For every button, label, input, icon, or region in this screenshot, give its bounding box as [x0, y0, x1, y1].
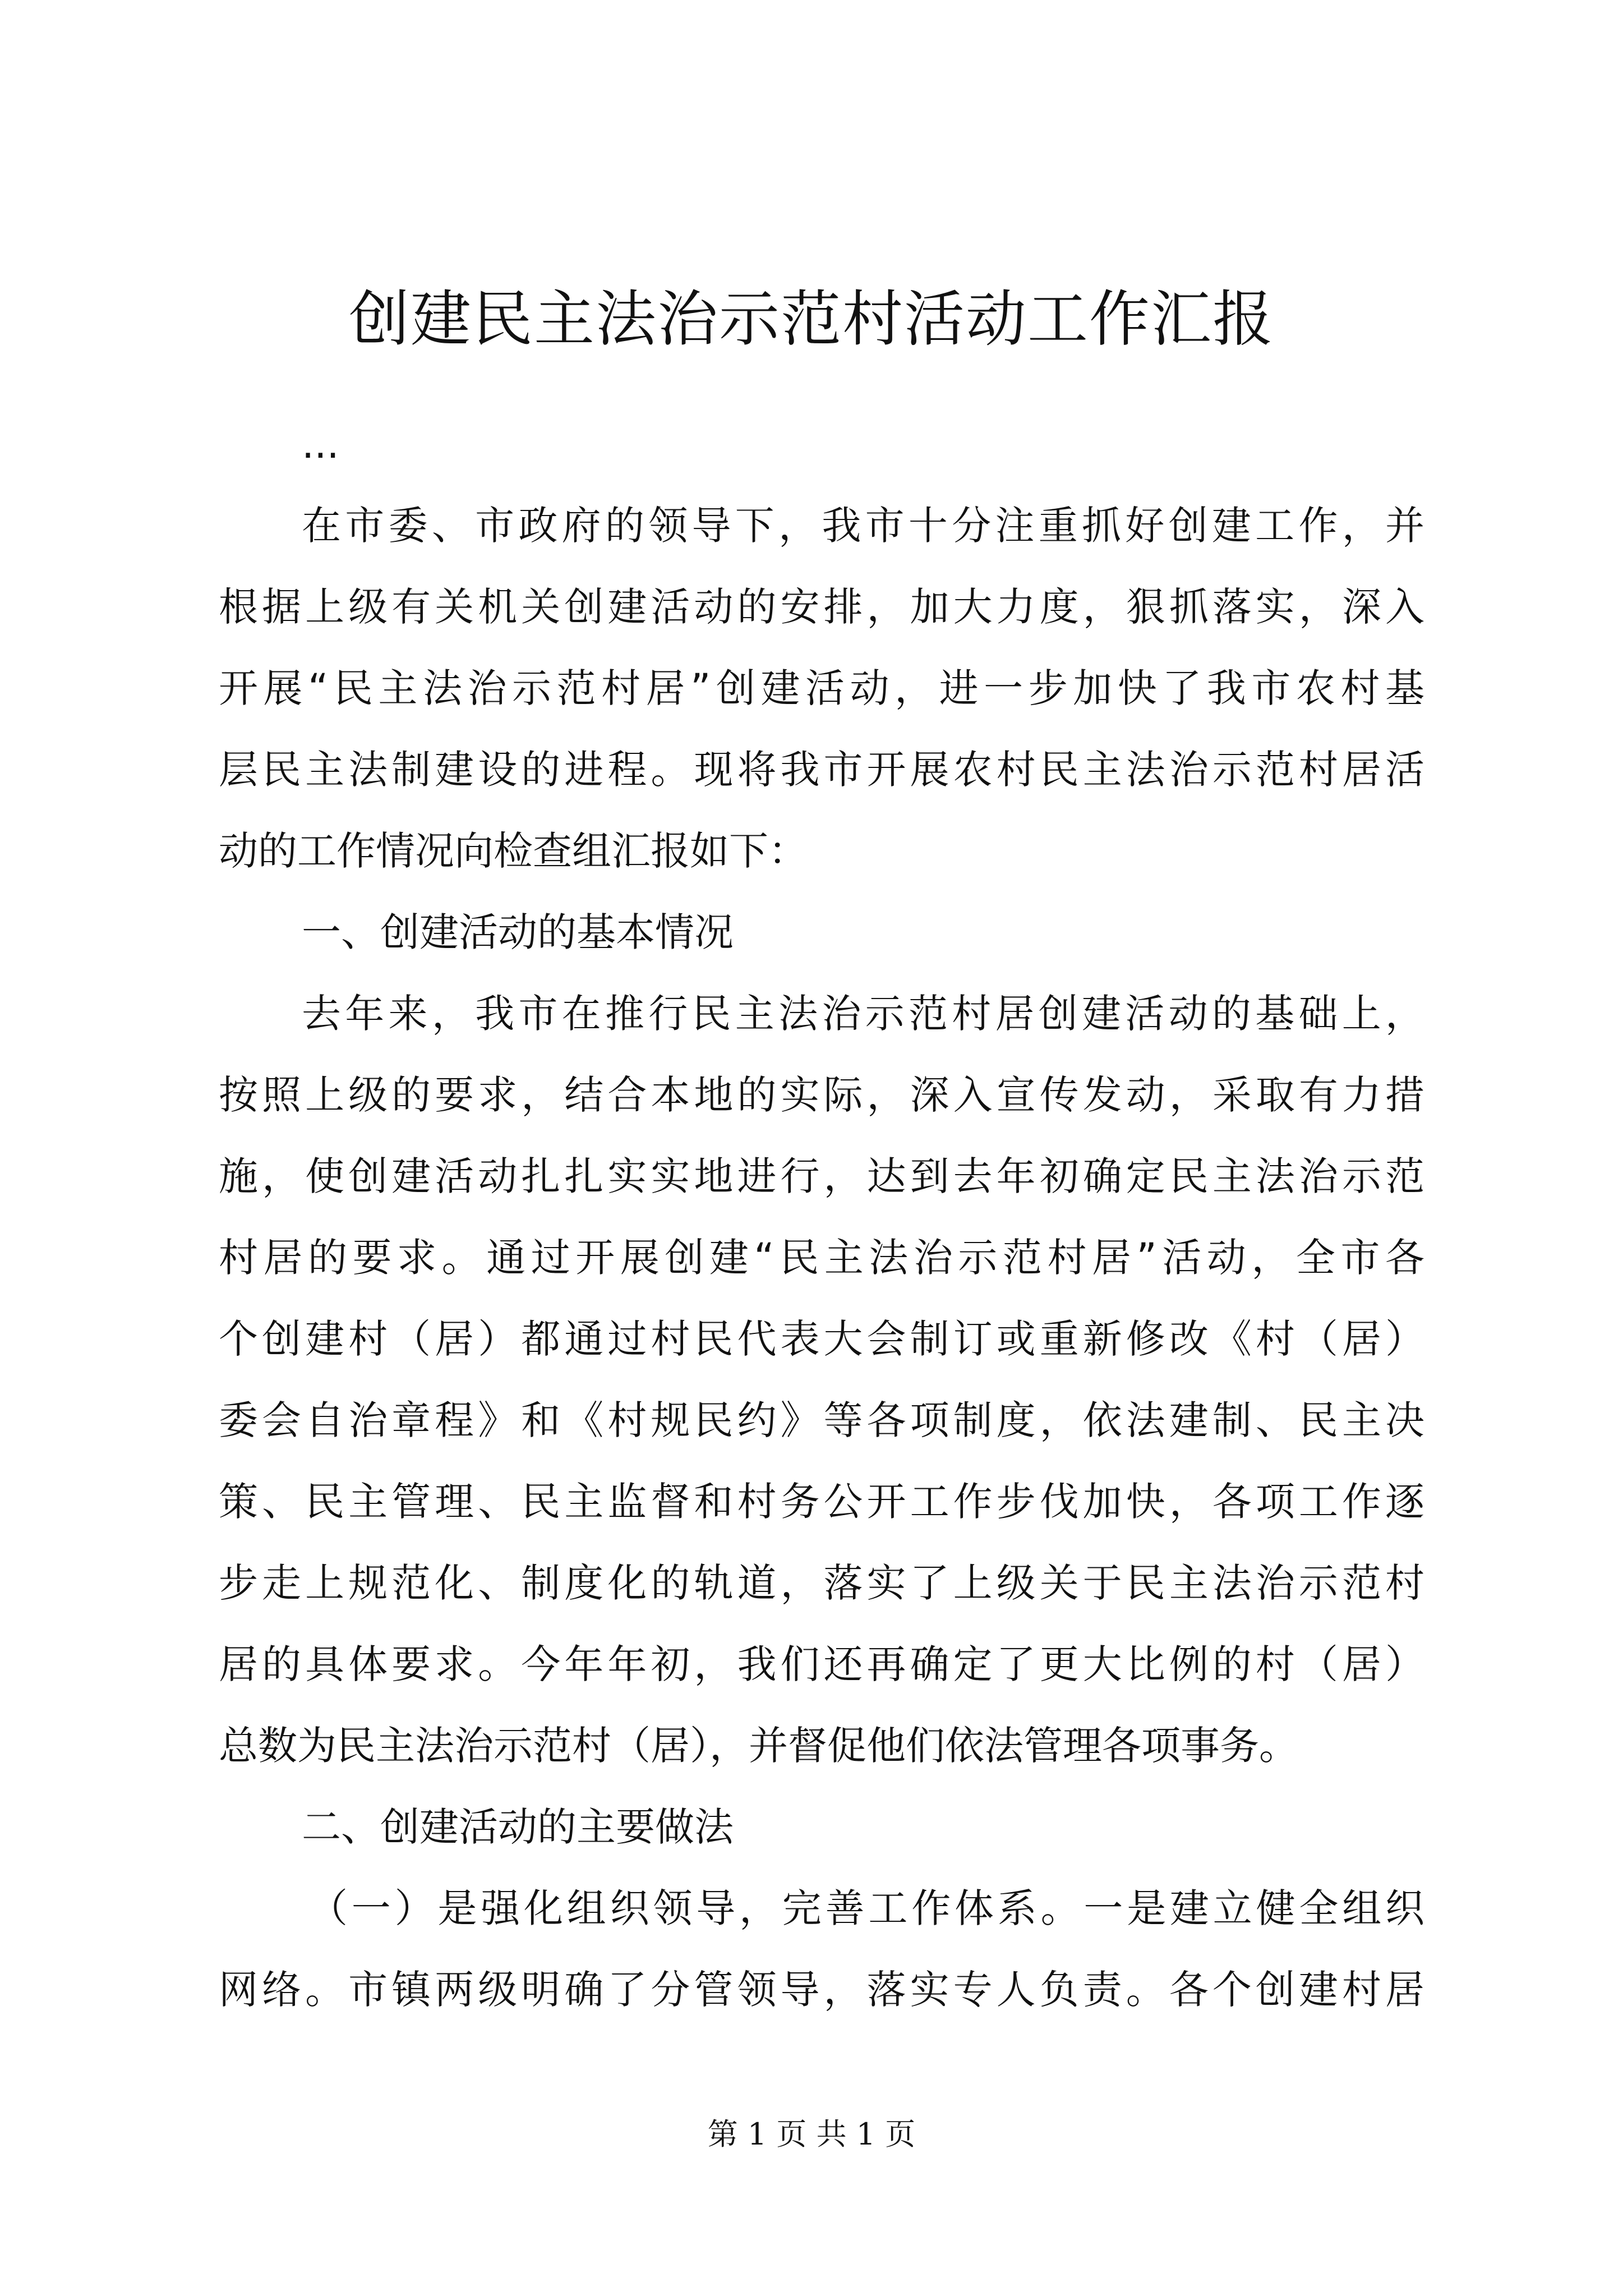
paragraph-line: 在市委、市政府的领导下，我市十分注重抓好创建工作，并 — [302, 503, 1424, 549]
document-body — [219, 404, 1424, 2031]
paragraph-line: 委会自治章程》和《村规民约》等各项制度，依法建制、民主决 — [219, 1397, 1424, 1443]
paragraph-line: 施，使创建活动扎扎实实地进行，达到去年初确定民主法治示范 — [219, 1153, 1424, 1199]
paragraph-line: 个创建村（居）都通过村民代表大会制订或重新修改《村（居） — [219, 1316, 1424, 1362]
section-heading-main-practices: 二、创建活动的主要做法 — [302, 1804, 734, 1850]
paragraph-line: 策、民主管理、民主监督和村务公开工作步伐加快，各项工作逐 — [219, 1479, 1424, 1525]
paragraph-line: 网络。市镇两级明确了分管领导，落实专人负责。各个创建村居 — [219, 1967, 1424, 2013]
paragraph-line: 去年来，我市在推行民主法治示范村居创建活动的基础上， — [302, 991, 1424, 1037]
section-heading-basic-situation: 一、创建活动的基本情况 — [302, 909, 734, 955]
paragraph-line: 总数为民主法治示范村（居），并督促他们依法管理各项事务。 — [219, 1723, 1298, 1769]
paragraph-main-practices — [219, 1868, 1424, 2031]
paragraph-line: 村居的要求。通过开展创建“民主法治示范村居”活动，全市各 — [219, 1235, 1424, 1281]
paragraph-line: （一）是强化组织领导，完善工作体系。一是建立健全组织 — [308, 1885, 1424, 1931]
paragraph-basic-situation — [219, 973, 1424, 1787]
paragraph-line: 步走上规范化、制度化的轨道，落实了上级关于民主法治示范村 — [219, 1560, 1424, 1606]
page-number-footer: 第 1 页 共 1 页 — [707, 2116, 916, 2152]
paragraph-line: 层民主法制建设的进程。现将我市开展农村民主法治示范村居活 — [219, 747, 1424, 793]
paragraph-line: 根据上级有关机关创建活动的安排，加大力度，狠抓落实，深入 — [219, 584, 1424, 630]
ellipsis-line: ... — [302, 421, 339, 467]
paragraph-line: 居的具体要求。今年年初，我们还再确定了更大比例的村（居） — [219, 1641, 1424, 1687]
document-title: 创建民主法治示范村活动工作汇报 — [348, 284, 1274, 355]
paragraph-line: 按照上级的要求，结合本地的实际，深入宣传发动，采取有力措 — [219, 1072, 1424, 1118]
paragraph-intro — [219, 485, 1424, 892]
paragraph-line: 动的工作情况向检查组汇报如下： — [219, 828, 808, 874]
paragraph-line: 开展“民主法治示范村居”创建活动，进一步加快了我市农村基 — [219, 665, 1424, 711]
